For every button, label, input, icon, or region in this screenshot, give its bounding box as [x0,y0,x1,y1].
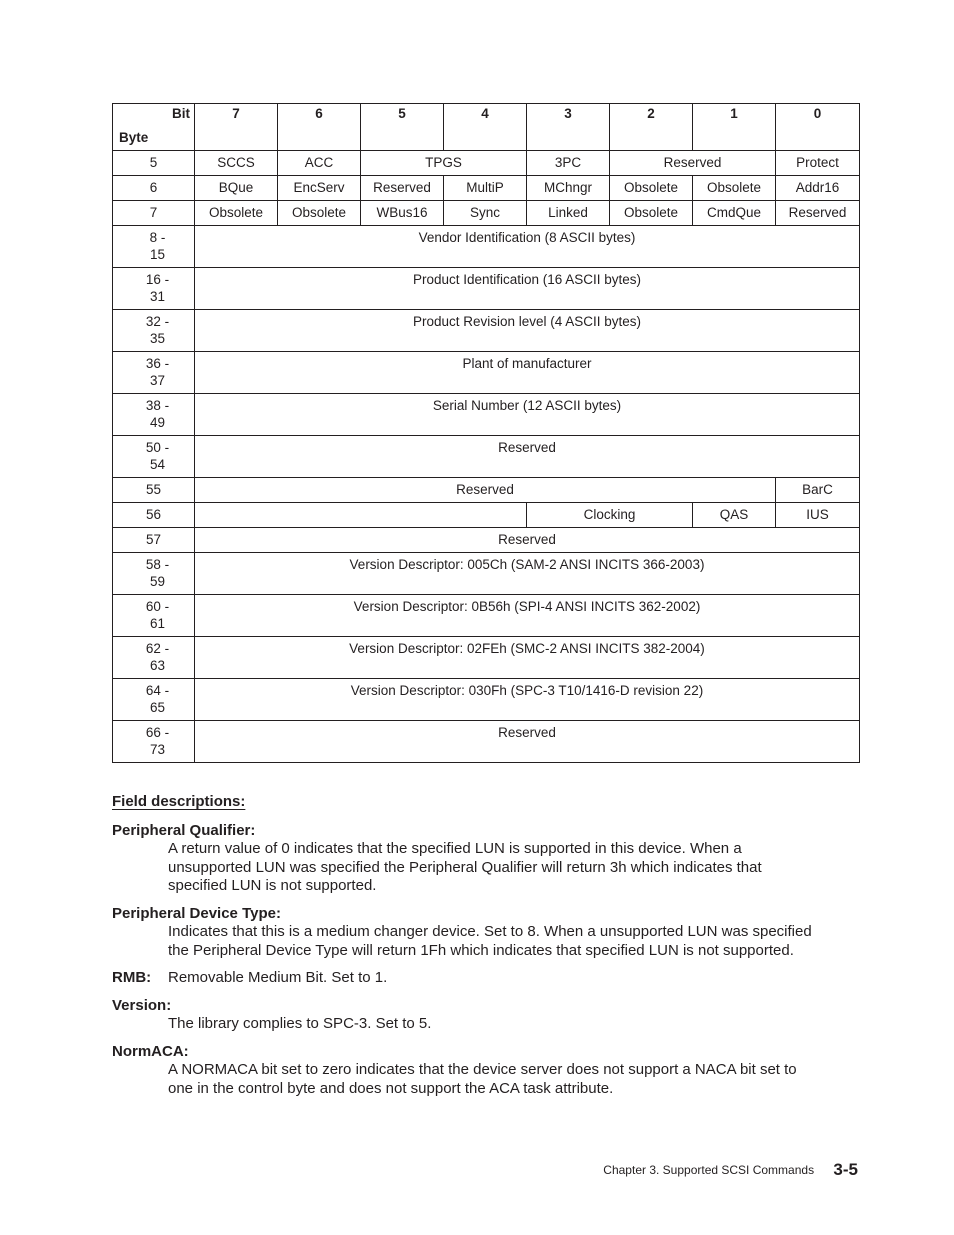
bit-1-header: 1 [693,104,776,151]
desc-normaca: A NORMACA bit set to zero indicates that the device server does not support a NACA bit set to one in the control byte and does not support the ACA task attribute. [168,1061,797,1097]
field-sccs: SCCS [195,151,278,176]
bit-byte-header [113,104,195,151]
term-peripheral-device-type: Peripheral Device Type: [112,904,281,922]
field-addr16: Addr16 [776,176,860,201]
byte-range: 16 - 31 [113,268,195,310]
field-blank [195,503,527,528]
term-version: Version: [112,996,172,1014]
field-reserved: Reserved [195,478,776,503]
byte-range: 60 - 61 [113,595,195,637]
field-protect: Protect [776,151,860,176]
table-row [113,553,860,595]
field-reserved: Reserved [610,151,776,176]
field-version-descriptor: Version Descriptor: 030Fh (SPC-3 T10/1416-D revision 22) [195,679,860,721]
field-vendor-identification: Vendor Identification (8 ASCII bytes) [195,226,860,268]
bit-0-header: 0 [776,104,860,151]
field-acc: ACC [278,151,361,176]
table-row [113,478,860,503]
byte-range: 66 - 73 [113,721,195,763]
field-reserved: Reserved [776,201,860,226]
bit-label: Bit [172,106,190,121]
field-barc: BarC [776,478,860,503]
table-row [113,310,860,352]
table-row [113,201,860,226]
byte-range: 38 - 49 [113,394,195,436]
byte-number: 5 [113,151,195,176]
byte-range: 36 - 37 [113,352,195,394]
desc-peripheral-qualifier: A return value of 0 indicates that the specified LUN is supported in this device. When a unsupported LUN was specified the Peripheral Qualifier will return 3h which indicates that specified LUN is not supported. [168,840,762,894]
field-obsolete: Obsolete [278,201,361,226]
chapter-title: Chapter 3. Supported SCSI Commands [603,1163,815,1177]
table-row [113,151,860,176]
desc-rmb: Removable Medium Bit. Set to 1. [168,969,388,986]
field-reserved: Reserved [361,176,444,201]
byte-number: 7 [113,201,195,226]
table-row [113,352,860,394]
field-product-identification: Product Identification (16 ASCII bytes) [195,268,860,310]
definition-rmb [112,969,852,988]
field-reserved: Reserved [195,528,860,553]
field-reserved: Reserved [195,721,860,763]
field-bque: BQue [195,176,278,201]
field-product-revision: Product Revision level (4 ASCII bytes) [195,310,860,352]
table-row [113,176,860,201]
byte-number: 6 [113,176,195,201]
byte-range: 64 - 65 [113,679,195,721]
field-mchngr: MChngr [527,176,610,201]
field-descriptions-heading: Field descriptions: [112,793,246,810]
byte-number: 56 [113,503,195,528]
table-row [113,528,860,553]
field-version-descriptor: Version Descriptor: 02FEh (SMC-2 ANSI INCITS 382-2004) [195,637,860,679]
table-row [113,394,860,436]
byte-range: 50 - 54 [113,436,195,478]
field-cmdque: CmdQue [693,201,776,226]
field-tpgs: TPGS [361,151,527,176]
byte-range: 32 - 35 [113,310,195,352]
field-obsolete: Obsolete [610,176,693,201]
field-version-descriptor: Version Descriptor: 005Ch (SAM-2 ANSI INCITS 366-2003) [195,553,860,595]
byte-number: 57 [113,528,195,553]
table-row [113,226,860,268]
bit-5-header: 5 [361,104,444,151]
bit-3-header: 3 [527,104,610,151]
header-row [113,104,860,151]
field-obsolete: Obsolete [610,201,693,226]
term-peripheral-qualifier: Peripheral Qualifier: [112,821,256,839]
byte-label: Byte [119,130,149,145]
field-descriptions [112,793,852,1107]
table-row [113,503,860,528]
field-3pc: 3PC [527,151,610,176]
byte-range: 8 - 15 [113,226,195,268]
page-number: 3-5 [833,1160,858,1179]
term-normaca: NormACA: [112,1042,189,1060]
table-row [113,436,860,478]
field-plant-of-manufacturer: Plant of manufacturer [195,352,860,394]
field-obsolete: Obsolete [195,201,278,226]
desc-peripheral-device-type: Indicates that this is a medium changer device. Set to 8. When a unsupported LUN was specified the Peripheral Device Type will return 1Fh which indicates that specified LUN is not supported. [168,923,812,959]
field-obsolete: Obsolete [693,176,776,201]
page-footer [603,1160,858,1180]
field-encserv: EncServ [278,176,361,201]
bit-2-header: 2 [610,104,693,151]
field-version-descriptor: Version Descriptor: 0B56h (SPI-4 ANSI INCITS 362-2002) [195,595,860,637]
table-row [113,637,860,679]
field-sync: Sync [444,201,527,226]
byte-range: 58 - 59 [113,553,195,595]
table-row [113,595,860,637]
field-clocking: Clocking [527,503,693,528]
field-multip: MultiP [444,176,527,201]
bit-7-header: 7 [195,104,278,151]
desc-version: The library complies to SPC-3. Set to 5. [168,1015,432,1032]
term-rmb: RMB: [112,969,152,986]
table-row [113,721,860,763]
field-reserved: Reserved [195,436,860,478]
table-row [113,679,860,721]
field-ius: IUS [776,503,860,528]
table-row [113,268,860,310]
field-qas: QAS [693,503,776,528]
field-serial-number: Serial Number (12 ASCII bytes) [195,394,860,436]
bit-4-header: 4 [444,104,527,151]
bit-6-header: 6 [278,104,361,151]
byte-range: 62 - 63 [113,637,195,679]
inquiry-data-table [112,103,860,763]
byte-number: 55 [113,478,195,503]
field-linked: Linked [527,201,610,226]
field-wbus16: WBus16 [361,201,444,226]
